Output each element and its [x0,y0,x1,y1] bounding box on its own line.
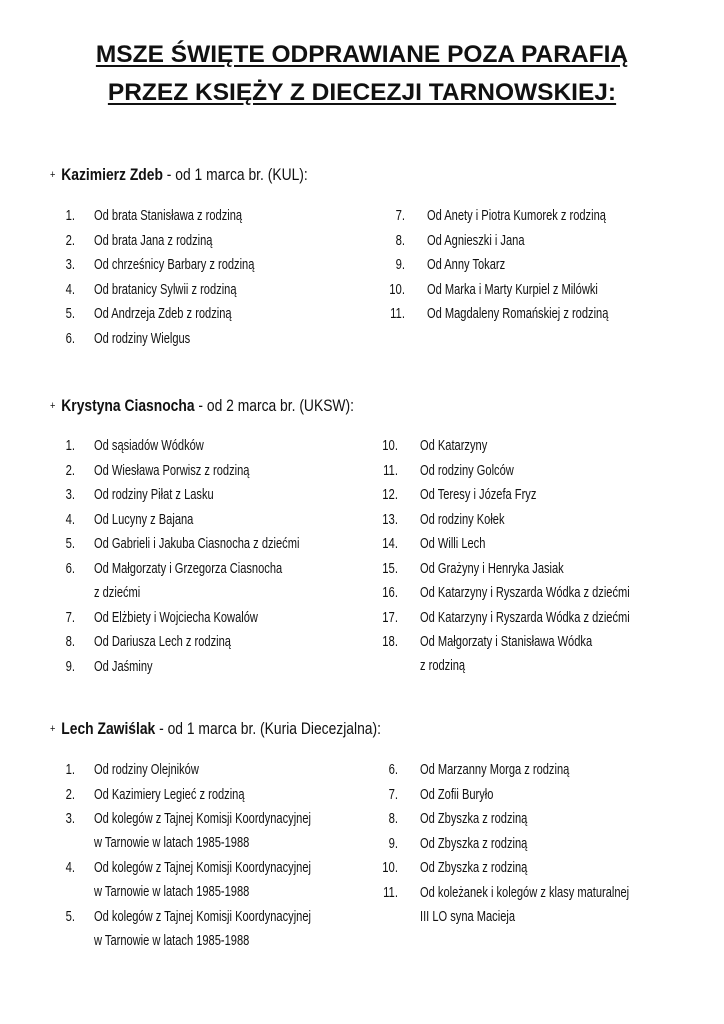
item-number: 3. [65,811,75,827]
item-text [94,508,193,532]
item-text-line: Od Dariusza Lech z rodziną [94,633,231,650]
item-number: 6. [65,330,75,347]
item-text-line: Od rodziny Golców [420,461,514,479]
item-text [94,278,237,302]
item-number: 17. [382,609,398,626]
item-number: 12. [382,487,398,503]
item-text-line: Od Zbyszka z rodziną [420,834,528,852]
item-text [420,758,569,782]
item-number: 5. [65,536,75,552]
item-text-line: Od Anety i Piotra Kumorek z rodziną [427,207,606,224]
item-number: 5. [65,909,75,925]
item-number: 8. [388,811,398,827]
item-text [427,253,505,277]
item-text-line: Od Katarzyny i Ryszarda Wódka z dziećmi [420,608,630,626]
item-text [94,856,311,904]
item-text [94,204,242,228]
item-text [94,483,214,507]
section-detail: - od 2 marca br. (UKSW): [194,397,354,415]
item-text [420,807,527,831]
item-number: 1. [65,438,75,454]
item-number: 4. [65,511,75,528]
section-detail: - od 1 marca br. (Kuria Diecezjalna): [155,720,381,738]
item-text-line: Od Gabrieli i Jakuba Ciasnocha z dziećmi [94,535,300,552]
item-text-line: Od Katarzyny [420,437,488,454]
deceased-name: Kazimierz Zdeb [61,166,163,184]
item-text-line: Od Kazimiery Legieć z rodziną [94,785,245,803]
item-text [420,557,564,581]
item-number: 11. [390,306,405,322]
item-text [94,557,282,605]
item-text-line: Od Elżbiety i Wojciecha Kowalów [94,608,258,626]
item-text [420,783,493,807]
item-number: 16. [382,585,398,601]
item-text-line-2: w Tarnowie w latach 1985-1988 [94,883,250,900]
cross-icon: + [50,723,56,735]
item-number: 10. [389,281,405,298]
item-number: 11. [383,884,398,901]
item-number: 18. [382,634,398,650]
item-number: 9. [395,257,405,273]
item-text-line: Od Lucyny z Bajana [94,510,194,528]
item-number: 5. [65,306,75,322]
item-text [94,302,232,326]
item-text [427,302,608,326]
item-text-line: Od Katarzyny i Ryszarda Wódka z dziećmi [420,584,630,601]
item-text-line: Od kolegów z Tajnej Komisji Koordynacyjnej [94,908,311,925]
deceased-name: Krystyna Ciasnocha [61,397,195,415]
section-heading [50,166,308,185]
item-text-line: Od kolegów z Tajnej Komisji Koordynacyjnej [94,859,311,876]
item-text-line: Od Teresy i Józefa Fryz [420,486,537,503]
item-text-line: Od Grażyny i Henryka Jasiak [420,559,564,577]
item-number: 11. [383,462,398,479]
cross-icon: + [50,400,56,412]
item-text-line: Od bratanicy Sylwii z rodziną [94,280,237,298]
item-text-line-2: III LO syna Macieja [420,907,516,925]
item-text-line: Od Jaśminy [94,657,153,675]
item-number: 7. [65,609,75,626]
item-text-line: Od brata Stanisława z rodziną [94,207,243,224]
item-text-line: Od rodziny Kołek [420,510,505,528]
item-text [420,459,514,483]
item-text-line: Od Marka i Marty Kurpiel z Milówki [427,280,598,298]
item-number: 10. [382,438,398,454]
item-text-line: Od Magdaleny Romańskiej z rodziną [427,305,609,322]
item-text [94,606,258,630]
item-text-line: Od brata Jana z rodziną [94,231,213,249]
item-number: 7. [395,208,405,224]
item-text [94,229,212,253]
item-number: 2. [65,786,75,803]
item-text [420,881,629,929]
item-text [420,508,505,532]
item-text [427,278,598,302]
item-text [94,459,249,483]
item-number: 9. [65,658,75,675]
item-text-line: Od koleżanek i kolegów z klasy maturalnej [420,883,630,901]
item-text [420,434,487,458]
item-number: 2. [65,232,75,249]
item-text-line: Od Marzanny Morga z rodziną [420,761,570,778]
item-text [420,483,536,507]
item-text [94,758,199,782]
item-text-line-2: w Tarnowie w latach 1985-1988 [94,834,250,851]
item-text-line: Od Zbyszka z rodziną [420,810,528,827]
item-text [420,606,630,630]
section-detail: - od 1 marca br. (KUL): [162,166,308,184]
item-text-line-2: w Tarnowie w latach 1985-1988 [94,932,250,949]
item-text-line: Od Małgorzaty i Stanisława Wódka [420,633,593,650]
item-text-line: Od chrześnicy Barbary z rodziną [94,256,255,273]
item-text-line: Od sąsiadów Wódków [94,437,204,454]
item-text [420,832,527,856]
deceased-name: Lech Zawiślak [61,720,156,738]
item-number: 14. [382,536,398,552]
item-number: 8. [395,232,405,249]
item-text [420,856,527,880]
section-heading [50,397,354,416]
item-text [420,630,592,678]
item-text [94,253,254,277]
title-line-1: MSZE ŚWIĘTE ODPRAWIANE POZA PARAFIĄ [95,41,629,68]
item-text-line: Od Zofii Buryło [420,785,494,803]
item-text-line-2: z rodziną [420,657,466,674]
item-number: 6. [65,560,75,577]
item-text-line: Od Agnieszki i Jana [427,231,525,249]
item-number: 6. [388,762,398,778]
section-heading [50,720,381,739]
item-text [94,327,190,351]
item-number: 4. [65,860,75,876]
item-text-line: Od Zbyszka z rodziną [420,859,528,876]
item-text [94,532,299,556]
item-number: 2. [65,462,75,479]
item-text-line: Od rodziny Piłat z Lasku [94,486,214,503]
item-text-line: Od Willi Lech [420,535,486,552]
item-number: 3. [65,257,75,273]
item-text [94,905,311,953]
title-line-2: PRZEZ KSIĘŻY Z DIECEZJI TARNOWSKIEJ: [107,79,617,106]
item-text-line: Od Andrzeja Zdeb z rodziną [94,305,232,322]
item-number: 4. [65,281,75,298]
item-text [94,434,204,458]
item-number: 9. [388,835,398,852]
item-text [94,783,245,807]
item-text [420,581,630,605]
item-number: 1. [65,208,75,224]
item-number: 1. [65,762,75,778]
item-text-line: Od rodziny Wielgus [94,329,191,347]
item-text [94,655,153,679]
item-number: 15. [382,560,398,577]
item-number: 10. [382,860,398,876]
item-text [420,532,485,556]
item-text [427,204,606,228]
item-number: 7. [388,786,398,803]
item-text [94,807,311,855]
cross-icon: + [50,169,56,181]
item-text [427,229,524,253]
item-number: 3. [65,487,75,503]
item-number: 13. [382,511,398,528]
item-text-line: Od Wiesława Porwisz z rodziną [94,461,250,479]
item-text [94,630,231,654]
item-text-line: Od kolegów z Tajnej Komisji Koordynacyjnej [94,810,311,827]
item-text-line: Od rodziny Olejników [94,761,199,778]
item-text-line: Od Anny Tokarz [427,256,506,273]
item-number: 8. [65,634,75,650]
item-text-line: Od Małgorzaty i Grzegorza Ciasnocha [94,559,283,577]
page-title [0,36,724,112]
item-text-line-2: z dziećmi [94,583,141,601]
